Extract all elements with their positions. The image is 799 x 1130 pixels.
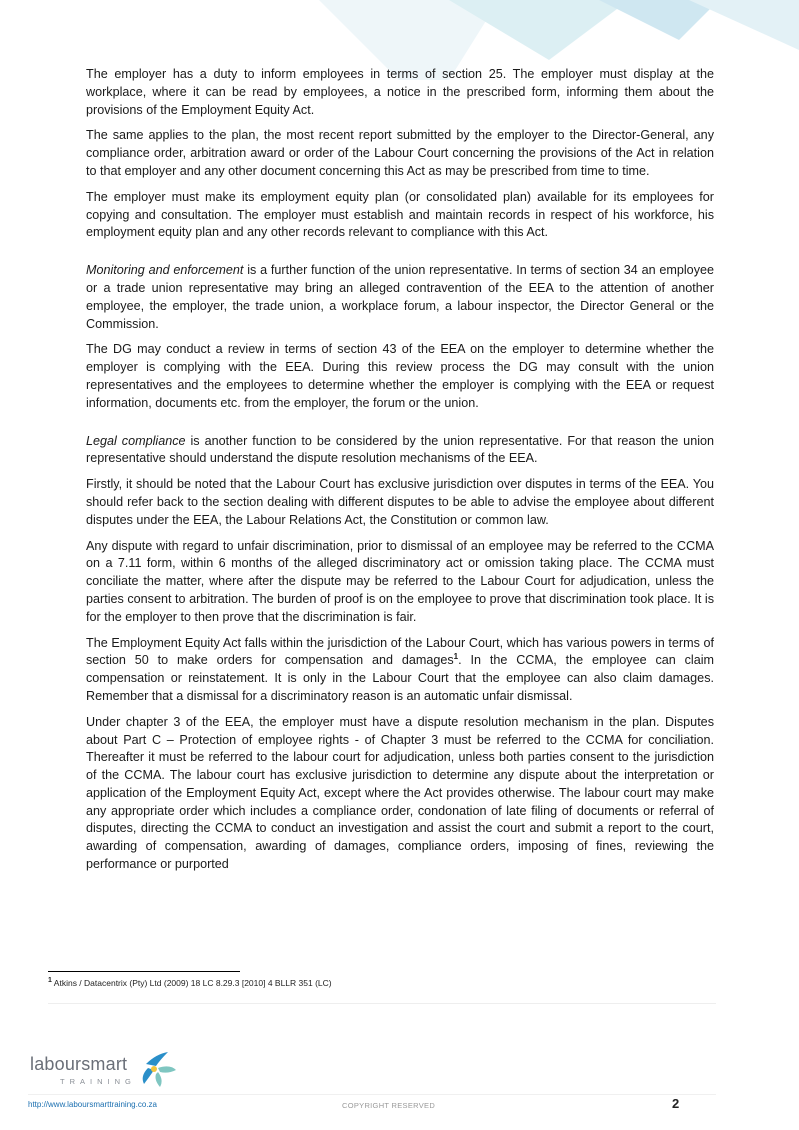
paragraph: The employer must make its employment equity plan (or consolidated plan) available for its employees for copying and consultation. The employer must establish and maintain records in respect of his workforce, his employment equity plan and any other records relevant to compliance with this Act.: [86, 189, 714, 240]
logo-star-icon: [138, 1050, 178, 1088]
term-legal: Legal compliance: [86, 433, 186, 448]
paragraph-labour-court: The Employment Equity Act falls within the jurisdiction of the Labour Court, which has various powers in terms of section 50 to make orders for compensation and damages$^1$. In the CCMA, the employee can claim compensation or reinstatement. It is only in the Labour Court that the employee can also claim damages. Remember that a dismissal for a discriminatory reason is an automatic unfair dismissal.: [86, 635, 714, 703]
copyright-notice: COPYRIGHT RESERVED: [342, 1101, 436, 1110]
footnote: $^1$ Atkins / Datacentrix (Pty) Ltd (2009) 18 LC 8.29.3 [2010] 4 BLLR 351 (LC): [48, 977, 332, 988]
paragraph: Firstly, it should be noted that the Labour Court has exclusive jurisdiction over disputes in terms of the EEA. You should refer back to the section dealing with different disputes to be able to advise the employee about different disputes under the EEA, the Labour Relations Act, the Constitution or common law.: [86, 477, 714, 527]
term-monitoring: Monitoring and enforcement: [86, 263, 244, 278]
logo-subtitle: TRAINING: [60, 1077, 136, 1086]
paragraph: The DG may conduct a review in terms of section 43 of the EEA on the employer to determine whether the employer is complying with the EEA. During this review process the DG may consult with the union representatives and the employees to determine whether the employer is complying with the EEA or request information, documents etc. from the employer, the forum or the union.: [86, 342, 714, 410]
company-logo: [30, 1050, 180, 1090]
document-body: [86, 66, 714, 882]
footer-separator: [48, 1003, 716, 1004]
paragraph-monitoring: Monitoring and enforcement is a further function of the union representative. In terms of section 34 an employee or a trade union representative may bring an alleged contravention of the EEA to the attention of another employee, the employer, the trade union, a workplace forum, a labour inspector, the Director General or the Commission.: [86, 263, 714, 331]
page-number: 2: [672, 1096, 680, 1111]
website-link[interactable]: http://www.laboursmarttraining.co.za: [28, 1100, 157, 1109]
paragraph: Under chapter 3 of the EEA, the employer must have a dispute resolution mechanism in the plan. Disputes about Part C – Protection of employee rights - of Chapter 3 must be referred to the CCMA for conciliation. Thereafter it must be referred to the labour court for adjudication, unless both parties consent to the jurisdiction of the CCMA. The labour court has exclusive jurisdiction to determine any dispute about the interpretation or application of the Employment Equity Act, except where the Act provides otherwise. The labour court may make any appropriate order which includes a compliance order, condonation of late filing of documents or referral of disputes, directing the CCMA to conduct an investigation and assist the court and submit a report to the court, awarding of compensation, awarding of damages, compliance orders, imposing of fines, reviewing the performance or purported: [86, 714, 714, 872]
footnote-ref[interactable]: 1: [453, 652, 459, 662]
footer-divider: [28, 1094, 716, 1095]
paragraph: The same applies to the plan, the most recent report submitted by the employer to the Director-General, any compliance order, arbitration award or order of the Labour Court concerning the provisions of the Act in relation to that employer and any other document concerning this Act as may be prescribed from time to time.: [86, 128, 714, 178]
footnote-divider: [48, 971, 240, 972]
paragraph: The employer has a duty to inform employees in terms of section 25. The employer must display at the workplace, where it can be read by employees, a notice in the prescribed form, informing them about the provisions of the Employment Equity Act.: [86, 67, 714, 117]
paragraph: Any dispute with regard to unfair discrimination, prior to dismissal of an employee may be referred to the CCMA on a 7.11 form, within 6 months of the alleged discriminatory act or omission taking place. The CCMA must conciliate the matter, where after the dispute may be referred to the Labour Court for adjudication, unless the parties consent to arbitration. The burden of proof is on the employee to prove that discrimination took place. It is for the employer to then prove that the discrimination is fair.: [86, 538, 714, 624]
paragraph-legal: Legal compliance is another function to be considered by the union representative. For that reason the union representative should understand the dispute resolution mechanisms of the EEA.: [86, 433, 714, 466]
logo-wordmark: laboursmart: [30, 1054, 128, 1074]
